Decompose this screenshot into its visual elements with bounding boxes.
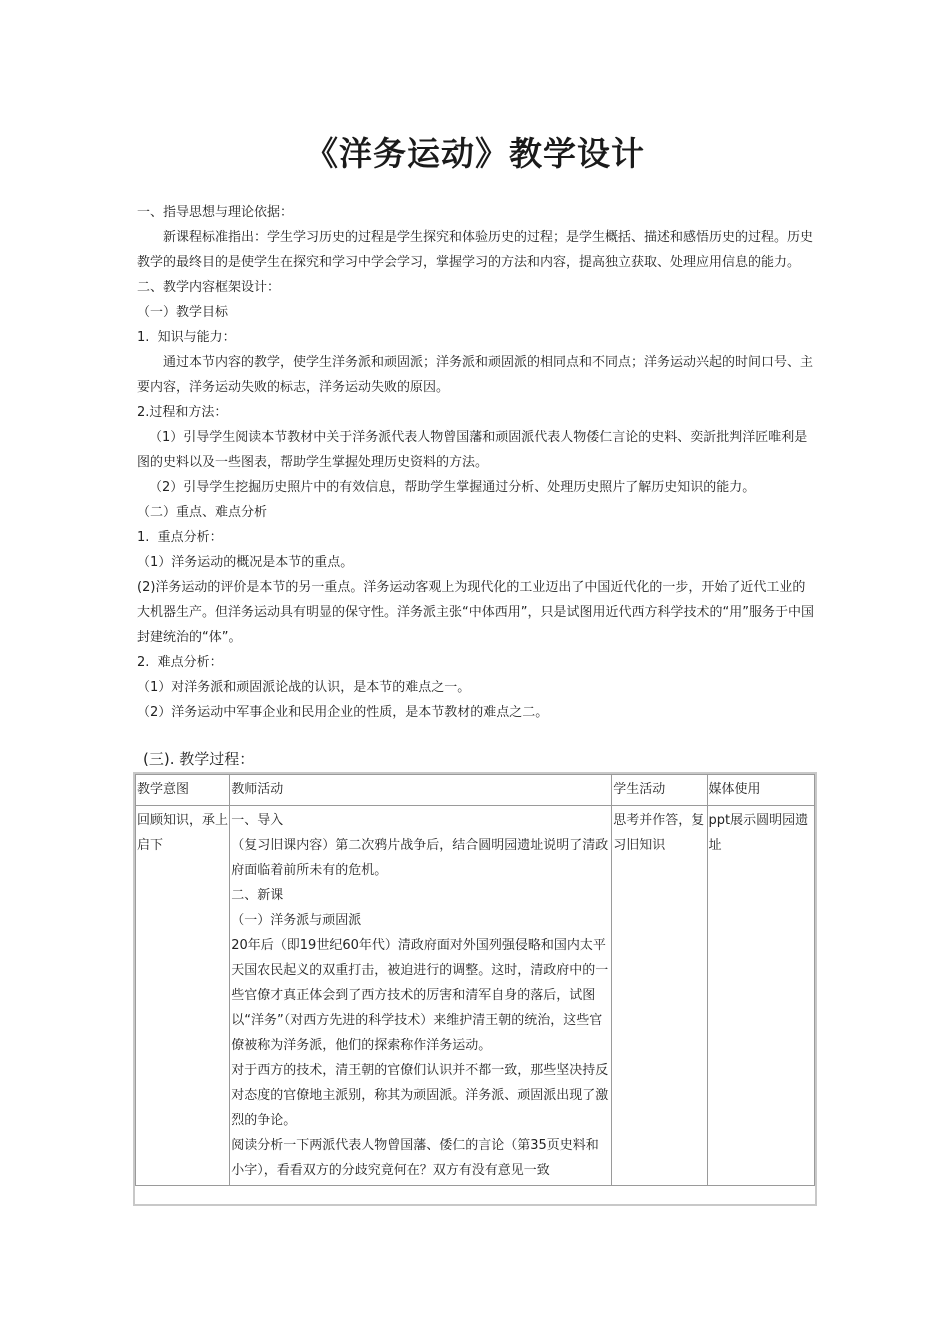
subsection-objectives: （一）教学目标 <box>137 305 229 320</box>
table-header-cell: 教师活动 <box>230 775 612 806</box>
table-cell-intent: 回顾知识，承上启下 <box>136 806 230 1186</box>
document-body <box>137 200 817 725</box>
subsection-key-points: （二）重点、难点分析 <box>137 505 268 520</box>
table-header-cell: 教学意图 <box>136 775 230 806</box>
item-key-analysis: 1. 重点分析： <box>137 530 223 545</box>
item-knowledge-ability: 1. 知识与能力： <box>137 330 236 345</box>
paragraph-process-method-2: （2）引导学生挖掘历史照片中的有效信息，帮助学生掌握通过分析、处理历史照片了解历史知识的能力。 <box>149 480 756 495</box>
table-header-cell: 学生活动 <box>612 775 707 806</box>
paragraph-process-method-1: （1）引导学生阅读本节教材中关于洋务派代表人物曾国藩和顽固派代表人物倭仁言论的史料、奕訢批判洋匠唯利是图的史料以及一些图表，帮助学生掌握处理历史资料的方法。 <box>137 430 808 470</box>
paragraph-key-2: (2)洋务运动的评价是本节的另一重点。洋务运动客观上为现代化的工业迈出了中国近代化的一步，开始了近代工业的大机器生产。但洋务运动具有明显的保守性。洋务派主张“中体西用”，只是试图用近代西方科学技术的“用”服务于中国封建统治的“体”。 <box>137 580 814 645</box>
table-header-row <box>136 775 815 806</box>
table-cell-student-activity: 思考并作答，复习旧知识 <box>612 806 707 1186</box>
section-heading-2: 二、教学内容框架设计： <box>137 280 281 295</box>
teacher-line: 对于西方的技术，清王朝的官僚们认识并不都一致，那些坚决持反对态度的官僚地主派别，称其为顽固派。洋务派、顽固派出现了激烈的争论。 <box>231 1063 609 1128</box>
teaching-process-table <box>133 772 817 1206</box>
item-process-method: 2.过程和方法： <box>137 405 228 420</box>
teacher-line: 二、新课 <box>231 888 284 903</box>
table-header-cell: 媒体使用 <box>707 775 814 806</box>
teacher-line: 20年后（即19世纪60年代）清政府面对外国列强侵略和国内太平天国农民起义的双重打击，被迫进行的调整。这时，清政府中的一些官僚才真正体会到了西方技术的厉害和清军自身的落后，试图以“洋务”（对西方先进的科学技术）来维护清王朝的统治，这些官僚被称为洋务派，他们的探索称作洋务运动。 <box>231 938 609 1053</box>
item-difficulty-analysis: 2. 难点分析： <box>137 655 223 670</box>
paragraph-difficulty-1: （1）对洋务派和顽固派论战的认识，是本节的难点之一。 <box>137 680 471 695</box>
paragraph-key-1: （1）洋务运动的概况是本节的重点。 <box>137 555 354 570</box>
teacher-line: （一）洋务派与顽固派 <box>231 913 362 928</box>
subsection-teaching-process: (三). 教学过程： <box>143 750 255 768</box>
table-cell-teacher-activity <box>230 806 612 1186</box>
table-row <box>136 806 815 1186</box>
teacher-line: 阅读分析一下两派代表人物曾国藩、倭仁的言论（第35页史料和小字），看看双方的分歧究竟何在？双方有没有意见一致 <box>231 1138 599 1178</box>
teacher-line: 一、导入 <box>231 813 284 828</box>
paragraph-guiding-theory: 新课程标准指出：学生学习历史的过程是学生探究和体验历史的过程；是学生概括、描述和感悟历史的过程。历史教学的最终目的是使学生在探究和学习中学会学习，掌握学习的方法和内容，提高独立获取、处理应用信息的能力。 <box>137 230 814 270</box>
paragraph-knowledge-ability: 通过本节内容的教学，使学生洋务派和顽固派；洋务派和顽固派的相同点和不同点；洋务运动兴起的时间口号、主要内容，洋务运动失败的标志，洋务运动失败的原因。 <box>137 355 814 395</box>
table-cell-media: ppt展示圆明园遗址 <box>707 806 814 1186</box>
paragraph-difficulty-2: （2）洋务运动中军事企业和民用企业的性质，是本节教材的难点之二。 <box>137 705 549 720</box>
document-title: 《洋务运动》教学设计 <box>305 134 645 173</box>
teacher-line: （复习旧课内容）第二次鸦片战争后，结合圆明园遗址说明了清政府面临着前所未有的危机。 <box>231 838 609 878</box>
section-heading-1: 一、指导思想与理论依据： <box>137 205 294 220</box>
